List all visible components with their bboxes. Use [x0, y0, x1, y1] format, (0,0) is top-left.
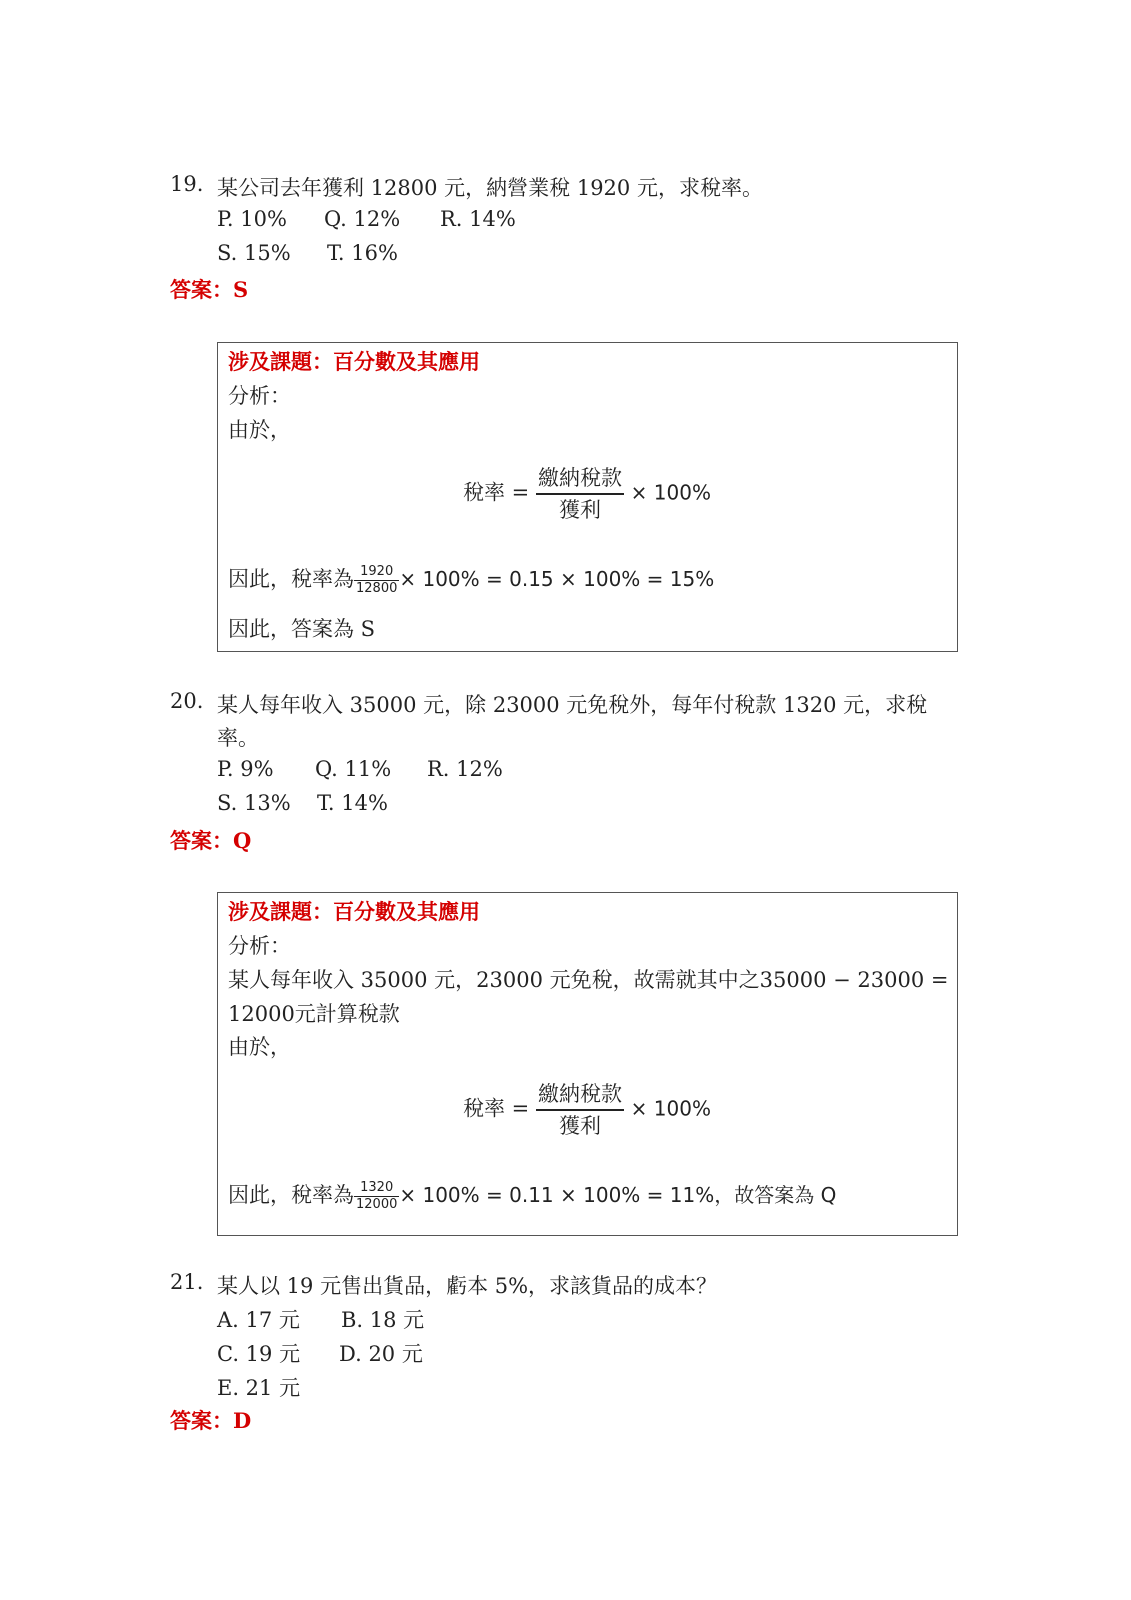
- option-s: S. 15%: [217, 241, 291, 265]
- answer-value: S: [233, 277, 249, 302]
- result-fraction: [354, 1180, 399, 1214]
- topic-heading: 涉及課題：百分數及其應用: [228, 349, 480, 374]
- option-q: Q. 11%: [315, 757, 392, 781]
- option-p: P. 10%: [217, 207, 287, 231]
- fraction-numerator: 繳納稅款: [537, 1082, 622, 1106]
- formula-fraction: [536, 1079, 624, 1141]
- since-label: 由於，: [228, 418, 291, 442]
- fraction-denominator: 獲利: [558, 497, 601, 522]
- answer-value: D: [233, 1408, 252, 1433]
- option-e: E. 21 元: [217, 1376, 301, 1400]
- formula-lhs: 稅率 =: [463, 1096, 530, 1121]
- answer-label: 答案：: [170, 1408, 233, 1433]
- analysis-label: 分析：: [228, 384, 291, 408]
- result-fraction: [354, 564, 399, 598]
- option-r: R. 12%: [427, 757, 503, 781]
- fraction-numerator: 繳納稅款: [537, 466, 622, 490]
- answer-value: Q: [233, 828, 252, 853]
- result-line: [228, 563, 714, 597]
- question-number: 19.: [170, 172, 204, 196]
- result-line: [228, 1179, 836, 1213]
- since-label: 由於，: [228, 1035, 291, 1059]
- solution-box: [217, 892, 958, 1236]
- answer-line: [170, 1405, 251, 1435]
- option-d: D. 20 元: [339, 1342, 423, 1366]
- question-text: 某人以 19 元售出貨品，虧本 5%，求該貨品的成本？: [217, 1274, 718, 1298]
- question-text: 某人每年收入 35000 元，除 23000 元免稅外，每年付稅款 1320 元，求稅: [217, 693, 928, 717]
- option-q: Q. 12%: [324, 207, 401, 231]
- option-b: B. 18 元: [341, 1308, 425, 1332]
- solution-box: [217, 342, 958, 652]
- option-r: R. 14%: [440, 207, 516, 231]
- answer-label: 答案：: [170, 828, 233, 853]
- fraction-denominator: 獲利: [558, 1113, 601, 1138]
- fraction-denominator: 12000: [356, 1197, 398, 1213]
- formula-lhs: 稅率 =: [463, 480, 530, 505]
- option-a: A. 17 元: [217, 1308, 300, 1332]
- answer-line: [170, 825, 251, 855]
- fraction-numerator: 1320: [360, 1179, 394, 1195]
- option-p: P. 9%: [217, 757, 274, 781]
- formula-rhs: × 100%: [630, 1096, 711, 1121]
- formula-rhs: × 100%: [630, 480, 711, 505]
- result-prefix: 因此，稅率為: [228, 567, 354, 591]
- option-t: T. 16%: [327, 241, 398, 265]
- question-number: 20.: [170, 689, 204, 713]
- result-computation: × 100% = 0.11 × 100% = 11%，故答案為 Q: [399, 1183, 837, 1207]
- note-line-continued: 12000元計算稅款: [228, 1002, 400, 1026]
- fraction-denominator: 12800: [356, 581, 398, 597]
- option-t: T. 14%: [317, 791, 388, 815]
- conclusion: 因此，答案為 S: [228, 617, 376, 641]
- result-computation: × 100% = 0.15 × 100% = 15%: [399, 567, 715, 591]
- question-text-continued: 率。: [217, 726, 259, 750]
- analysis-label: 分析：: [228, 934, 291, 958]
- fraction-numerator: 1920: [360, 563, 394, 579]
- tax-rate-formula: [463, 1079, 711, 1141]
- answer-line: [170, 274, 248, 304]
- note-line: 某人每年收入 35000 元，23000 元免稅，故需就其中之35000 − 23000 =: [228, 968, 949, 992]
- answer-label: 答案：: [170, 277, 233, 302]
- tax-rate-formula: [463, 463, 711, 525]
- question-number: 21.: [170, 1270, 204, 1294]
- topic-heading: 涉及課題：百分數及其應用: [228, 899, 480, 924]
- option-s: S. 13%: [217, 791, 291, 815]
- option-c: C. 19 元: [217, 1342, 301, 1366]
- result-prefix: 因此，稅率為: [228, 1183, 354, 1207]
- formula-fraction: [536, 463, 624, 525]
- question-text: 某公司去年獲利 12800 元，納營業稅 1920 元，求稅率。: [217, 176, 763, 200]
